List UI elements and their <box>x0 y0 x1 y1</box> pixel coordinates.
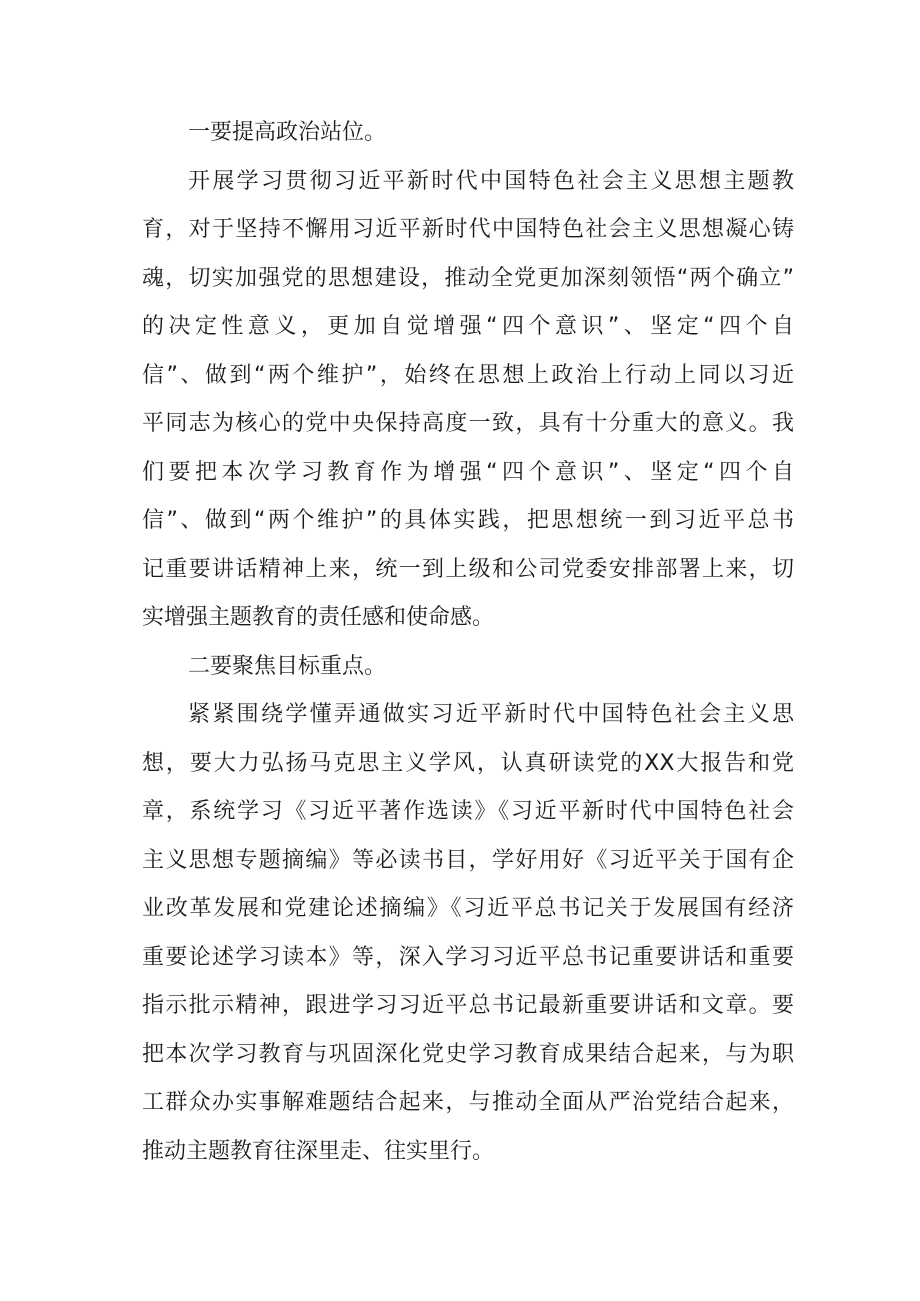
paragraph-line: 们要把本次学习教育作为增强“四个意识”、坚定“四个自 <box>142 459 794 485</box>
paragraph-line: 实增强主题教育的责任感和使命感。 <box>142 605 495 630</box>
paragraph-line: 推动主题教育往深里走、往实里行。 <box>142 1138 495 1164</box>
paragraph-line: 业改革发展和党建论述摘编》《习近平总书记关于发展国有经济 <box>142 896 794 921</box>
heading-improve-political-standing: 一要提高政治站位。 <box>188 120 387 145</box>
paragraph-line: 想，要大力弘扬马克思主义学风，认真研读党的XX大报告和党 <box>142 750 794 776</box>
paragraph-line: 信”、做到“两个维护”的具体实践，把思想统一到习近平总书 <box>142 508 794 533</box>
paragraph-line: 信”、做到“两个维护”，始终在思想上政治上行动上同以习近 <box>142 362 794 388</box>
document-body <box>142 109 794 1176</box>
paragraph-line: 工群众办实事解难题结合起来，与推动全面从严治党结合起来， <box>142 1090 794 1115</box>
paragraph-line: 开展学习贯彻习近平新时代中国特色社会主义思想主题教 <box>188 168 794 194</box>
paragraph-line: 章，系统学习《习近平著作选读》《习近平新时代中国特色社会 <box>142 799 794 824</box>
paragraph-line: 紧紧围绕学懂弄通做实习近平新时代中国特色社会主义思 <box>188 702 794 727</box>
paragraph-line: 重要论述学习读本》等，深入学习习近平总书记重要讲话和重要 <box>142 944 794 970</box>
paragraph-line: 把本次学习教育与巩固深化党史学习教育成果结合起来，与为职 <box>142 1041 794 1067</box>
heading-focus-key-goals: 二要聚焦目标重点。 <box>188 653 387 679</box>
paragraph-line: 记重要讲话精神上来，统一到上级和公司党委安排部署上来，切 <box>142 556 794 582</box>
paragraph-line: 主义思想专题摘编》等必读书目，学好用好《习近平关于国有企 <box>142 847 794 873</box>
paragraph-line: 育，对于坚持不懈用习近平新时代中国特色社会主义思想凝心铸 <box>142 217 794 242</box>
paragraph-line: 的决定性意义，更加自觉增强“四个意识”、坚定“四个自 <box>142 314 794 339</box>
paragraph-line: 指示批示精神，跟进学习习近平总书记最新重要讲话和文章。要 <box>142 993 794 1018</box>
paragraph-line: 魂，切实加强党的思想建设，推动全党更加深刻领悟“两个确立” <box>142 265 794 291</box>
paragraph-line: 平同志为核心的党中央保持高度一致，具有十分重大的意义。我 <box>142 411 794 436</box>
